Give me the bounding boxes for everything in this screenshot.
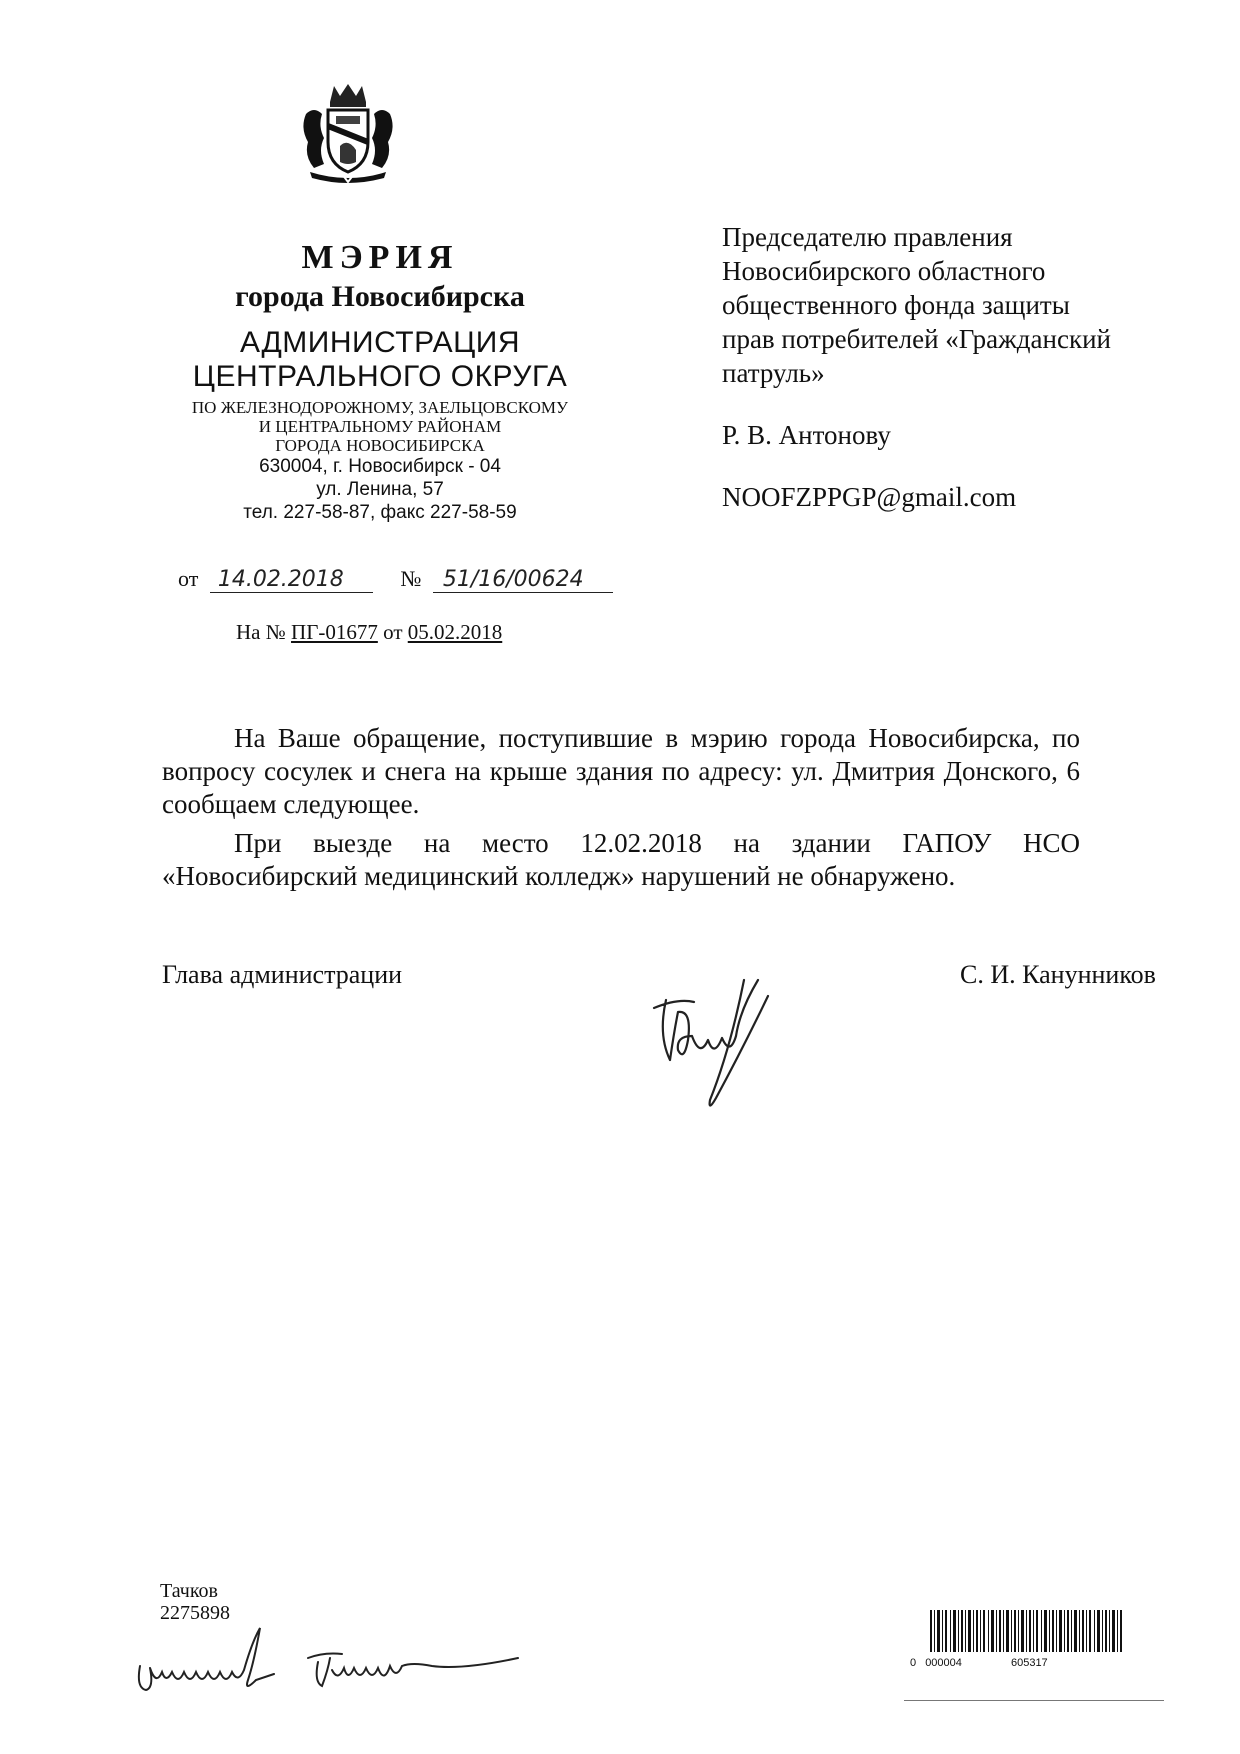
letterhead-phone-line: тел. 227-58-87, факс 227-58-59 <box>243 502 517 523</box>
barcode <box>910 1608 1138 1678</box>
letterhead <box>140 238 620 524</box>
registration-date: 14.02.2018 <box>210 567 373 593</box>
executor-phone: 2275898 <box>160 1602 230 1624</box>
approval-signatures <box>132 1622 522 1702</box>
addressee <box>722 220 1182 514</box>
handwritten-signature <box>648 940 798 1130</box>
barcode-number-part1: 000004 <box>925 1657 962 1669</box>
barcode-underline <box>904 1700 1164 1701</box>
letterhead-address-line1: 630004, г. Новосибирск - 04 <box>259 456 501 477</box>
body-paragraph-1: На Ваше обращение, поступившие в мэрию города Новосибирска, по вопросу сосулек и снега на крыше здания по адресу: ул. Дмитрия Донского, 6 сообщаем следующее. <box>162 723 1080 819</box>
barcode-number-prefix: 0 <box>910 1657 917 1669</box>
reply-number: ПГ-01677 <box>291 620 378 644</box>
addressee-email: NOOFZPPGP@gmail.com <box>722 482 1017 512</box>
barcode-number <box>910 1657 1138 1669</box>
registration-line <box>178 566 618 593</box>
addressee-name: Р. В. Антонову <box>722 420 891 450</box>
letter-body <box>162 722 1080 893</box>
registration-number: 51/16/00624 <box>433 567 613 593</box>
letterhead-districts-line2: И ЦЕНТРАЛЬНОМУ РАЙОНАМ <box>258 417 502 436</box>
reply-date: 05.02.2018 <box>407 620 503 644</box>
addressee-line1: Председателю правления <box>722 222 1013 252</box>
addressee-line2: Новосибирского областного <box>722 256 1046 286</box>
reply-from-label: от <box>383 620 403 644</box>
body-paragraph-2: При выезде на место 12.02.2018 на здании ГАПОУ НСО «Новосибирский медицинский колледж» нарушений не обнаружено. <box>162 828 1080 891</box>
executor-info <box>160 1580 230 1624</box>
registration-number-label: № <box>400 566 422 591</box>
reply-prefix: На № <box>236 620 286 644</box>
coat-of-arms-emblem <box>296 80 400 184</box>
letterhead-admin-line2: ЦЕНТРАЛЬНОГО ОКРУГА <box>192 360 568 393</box>
barcode-bars <box>910 1608 1138 1654</box>
signatory-position: Глава администрации <box>162 960 403 989</box>
letterhead-city: города Новосибирска <box>235 280 525 313</box>
letterhead-districts-line3: ГОРОДА НОВОСИБИРСКА <box>275 436 485 455</box>
addressee-line5: патруль» <box>722 358 825 388</box>
addressee-line4: прав потребителей «Гражданский <box>722 324 1111 354</box>
letterhead-admin-line1: АДМИНИСТРАЦИЯ <box>239 326 521 359</box>
letterhead-title: МЭРИЯ <box>301 239 459 276</box>
reply-reference <box>236 620 502 645</box>
letterhead-address-line2: ул. Ленина, 57 <box>316 479 444 500</box>
signatory-name: С. И. Канунников <box>960 960 1156 989</box>
executor-name: Тачков <box>160 1580 218 1602</box>
letterhead-districts-line1: ПО ЖЕЛЕЗНОДОРОЖНОМУ, ЗАЕЛЬЦОВСКОМУ <box>191 398 569 417</box>
registration-from-label: от <box>178 566 199 591</box>
barcode-number-part2: 605317 <box>1010 1657 1048 1669</box>
addressee-line3: общественного фонда защиты <box>722 290 1070 320</box>
